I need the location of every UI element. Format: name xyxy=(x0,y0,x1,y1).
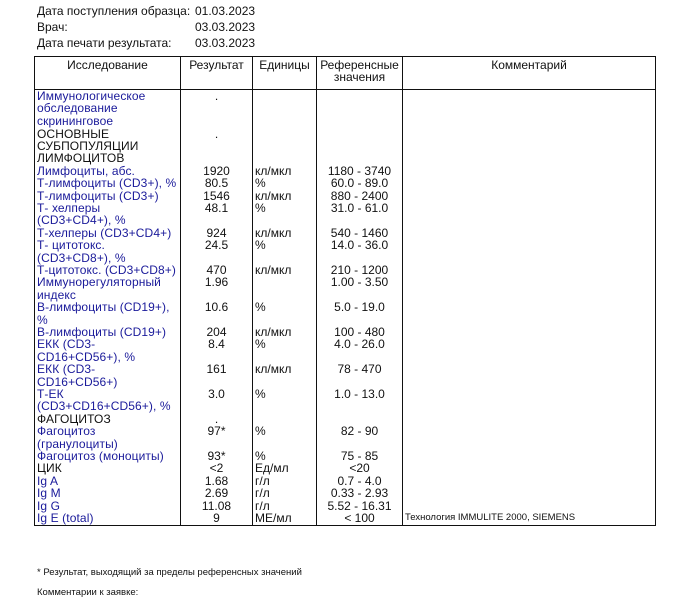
meta-value: 03.03.2023 xyxy=(195,20,256,34)
cell-unit: кл/мкл xyxy=(253,165,317,177)
cell-test-name: ЕКК (CD3- CD16+CD56+), % xyxy=(35,338,181,363)
cell-comment xyxy=(403,475,656,487)
table-row xyxy=(35,450,656,462)
cell-result: 80.5 xyxy=(181,177,253,189)
cell-test-name: Т-ЕК (CD3+CD16+CD56+), % xyxy=(35,388,181,413)
cell-comment xyxy=(403,177,656,189)
table-row xyxy=(35,425,656,450)
cell-test-name: ЕКК (CD3- CD16+CD56+) xyxy=(35,363,181,388)
cell-comment xyxy=(403,264,656,276)
table-header-row xyxy=(35,57,656,90)
table-row xyxy=(35,128,656,165)
cell-test-name: Т-хелперы (CD3+CD4+) xyxy=(35,227,181,239)
cell-test-name: Ig E (total) xyxy=(35,512,181,525)
cell-test-name: B-лимфоциты (CD19+) xyxy=(35,326,181,338)
cell-unit: % xyxy=(253,177,317,189)
cell-comment xyxy=(403,388,656,413)
cell-reference: 78 - 470 xyxy=(317,363,403,388)
cell-unit: МЕ/мл xyxy=(253,512,317,525)
cell-comment xyxy=(403,450,656,462)
cell-reference: 75 - 85 xyxy=(317,450,403,462)
meta-label: Дата печати результата: xyxy=(37,36,172,50)
cell-result: 470 xyxy=(181,264,253,276)
cell-reference: 5.52 - 16.31 xyxy=(317,500,403,512)
cell-result: 97* xyxy=(181,425,253,450)
cell-unit xyxy=(253,128,317,165)
cell-test-name: ОСНОВНЫЕ СУБПОПУЛЯЦИИ ЛИМФОЦИТОВ xyxy=(35,128,181,165)
cell-unit: г/л xyxy=(253,475,317,487)
header-test: Исследование xyxy=(35,57,181,90)
meta-label: Дата поступления образца: xyxy=(37,4,191,18)
cell-test-name: ЦИК xyxy=(35,462,181,474)
cell-comment xyxy=(403,165,656,177)
cell-comment xyxy=(403,425,656,450)
cell-test-name: Т- хелперы (CD3+CD4+), % xyxy=(35,202,181,227)
table-row xyxy=(35,90,656,128)
cell-test-name: Т-лимфоциты (CD3+) xyxy=(35,190,181,202)
cell-unit: % xyxy=(253,202,317,227)
cell-unit: % xyxy=(253,239,317,264)
cell-reference: < 100 xyxy=(317,512,403,525)
table-row xyxy=(35,177,656,189)
cell-comment xyxy=(403,326,656,338)
cell-unit: Ед/мл xyxy=(253,462,317,474)
cell-comment xyxy=(403,276,656,301)
cell-reference xyxy=(317,128,403,165)
cell-result: 10.6 xyxy=(181,301,253,326)
cell-comment xyxy=(403,338,656,363)
cell-result: 2.69 xyxy=(181,487,253,499)
cell-result: 8.4 xyxy=(181,338,253,363)
cell-result: 93* xyxy=(181,450,253,462)
cell-comment xyxy=(403,202,656,227)
cell-result: 11.08 xyxy=(181,500,253,512)
cell-reference: 100 - 480 xyxy=(317,326,403,338)
cell-test-name: B-лимфоциты (CD19+), % xyxy=(35,301,181,326)
meta-value: 01.03.2023 xyxy=(195,4,256,18)
table-row xyxy=(35,363,656,388)
cell-reference: 0.7 - 4.0 xyxy=(317,475,403,487)
cell-comment xyxy=(403,487,656,499)
cell-result: . xyxy=(181,128,253,165)
cell-result: 9 xyxy=(181,512,253,525)
cell-reference: 880 - 2400 xyxy=(317,190,403,202)
cell-reference: 540 - 1460 xyxy=(317,227,403,239)
cell-unit: кл/мкл xyxy=(253,264,317,276)
cell-comment: Технология IMMULITE 2000, SIEMENS xyxy=(403,512,656,525)
cell-unit: кл/мкл xyxy=(253,326,317,338)
table-row xyxy=(35,276,656,301)
meta-label: Врач: xyxy=(37,20,68,34)
cell-result: 1.68 xyxy=(181,475,253,487)
cell-unit: г/л xyxy=(253,500,317,512)
cell-test-name: ФАГОЦИТОЗ xyxy=(35,413,181,425)
cell-result: 3.0 xyxy=(181,388,253,413)
cell-reference: 5.0 - 19.0 xyxy=(317,301,403,326)
cell-result: <2 xyxy=(181,462,253,474)
cell-reference: 1.0 - 13.0 xyxy=(317,388,403,413)
cell-reference: 82 - 90 xyxy=(317,425,403,450)
cell-comment xyxy=(403,301,656,326)
cell-test-name: Фагоцитоз (гранулоциты) xyxy=(35,425,181,450)
cell-comment xyxy=(403,500,656,512)
cell-result: 24.5 xyxy=(181,239,253,264)
cell-unit: % xyxy=(253,450,317,462)
meta-value: 03.03.2023 xyxy=(195,36,256,50)
cell-test-name: Ig M xyxy=(35,487,181,499)
cell-unit: % xyxy=(253,338,317,363)
cell-reference xyxy=(317,90,403,128)
cell-result: 1.96 xyxy=(181,276,253,301)
cell-result: 1546 xyxy=(181,190,253,202)
cell-reference: 1180 - 3740 xyxy=(317,165,403,177)
cell-result: 161 xyxy=(181,363,253,388)
cell-unit xyxy=(253,276,317,301)
cell-unit: кл/мкл xyxy=(253,190,317,202)
header-units: Единицы xyxy=(253,57,317,90)
header-result: Результат xyxy=(181,57,253,90)
cell-result: . xyxy=(181,90,253,128)
cell-test-name: Иммунологическое обследование скрининговое xyxy=(35,90,181,128)
table-row xyxy=(35,239,656,264)
cell-unit: кл/мкл xyxy=(253,227,317,239)
cell-comment xyxy=(403,227,656,239)
cell-reference: 4.0 - 26.0 xyxy=(317,338,403,363)
cell-test-name: Ig A xyxy=(35,475,181,487)
cell-unit: кл/мкл xyxy=(253,363,317,388)
cell-comment xyxy=(403,413,656,425)
cell-test-name: Ig G xyxy=(35,500,181,512)
cell-comment xyxy=(403,462,656,474)
cell-comment xyxy=(403,90,656,128)
table-row xyxy=(35,301,656,326)
cell-test-name: Лимфоциты, абс. xyxy=(35,165,181,177)
table-row xyxy=(35,338,656,363)
cell-unit xyxy=(253,90,317,128)
cell-result: 924 xyxy=(181,227,253,239)
table-row xyxy=(35,487,656,499)
comments-label: Комментарии к заявке: xyxy=(37,587,139,598)
header-comment: Комментарий xyxy=(403,57,656,90)
cell-test-name: Т-цитотокс. (CD3+CD8+) xyxy=(35,264,181,276)
cell-reference: 0.33 - 2.93 xyxy=(317,487,403,499)
cell-result: 204 xyxy=(181,326,253,338)
cell-test-name: Фагоцитоз (моноциты) xyxy=(35,450,181,462)
table-row xyxy=(35,512,656,525)
cell-reference: 210 - 1200 xyxy=(317,264,403,276)
cell-comment xyxy=(403,190,656,202)
cell-test-name: Т-лимфоциты (CD3+), % xyxy=(35,177,181,189)
cell-reference: 1.00 - 3.50 xyxy=(317,276,403,301)
footnote: * Результат, выходящий за пределы референсных значений xyxy=(37,567,302,578)
cell-reference: <20 xyxy=(317,462,403,474)
cell-reference: 60.0 - 89.0 xyxy=(317,177,403,189)
cell-unit: % xyxy=(253,301,317,326)
cell-reference: 14.0 - 36.0 xyxy=(317,239,403,264)
cell-test-name: Т- цитотокс. (CD3+CD8+), % xyxy=(35,239,181,264)
cell-test-name: Иммунорегуляторный индекс xyxy=(35,276,181,301)
header-reference: Референсные значения xyxy=(317,57,403,90)
cell-unit: % xyxy=(253,388,317,413)
cell-reference: 31.0 - 61.0 xyxy=(317,202,403,227)
results-table xyxy=(34,56,656,526)
cell-unit: % xyxy=(253,425,317,450)
cell-result: 48.1 xyxy=(181,202,253,227)
cell-unit: г/л xyxy=(253,487,317,499)
cell-result: . xyxy=(181,413,253,425)
table-row xyxy=(35,388,656,413)
table-row xyxy=(35,202,656,227)
table-row xyxy=(35,462,656,474)
cell-result: 1920 xyxy=(181,165,253,177)
cell-comment xyxy=(403,128,656,165)
cell-comment xyxy=(403,363,656,388)
cell-comment xyxy=(403,239,656,264)
